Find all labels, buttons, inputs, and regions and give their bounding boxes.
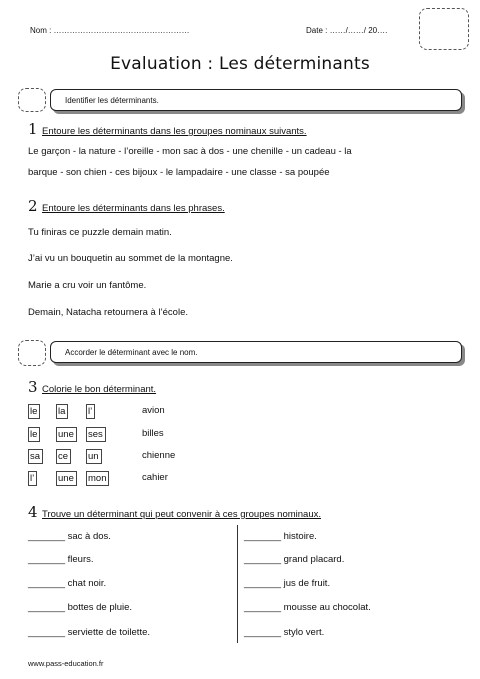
determiner-choice[interactable]: une xyxy=(56,427,77,442)
grade-box xyxy=(419,8,469,50)
objective-1-box xyxy=(50,89,462,111)
fill-in-blank[interactable]: _______ mousse au chocolat. xyxy=(244,602,371,613)
determiner-choice[interactable]: ses xyxy=(86,427,106,442)
fill-in-blank[interactable]: _______ jus de fruit. xyxy=(244,578,331,589)
noun-label: cahier xyxy=(142,472,168,483)
page-title: Evaluation : Les déterminants xyxy=(110,54,370,74)
exercise-1-instruction: Entoure les déterminants dans les groupes nominaux suivants. xyxy=(42,126,307,137)
fill-in-blank[interactable]: _______ chat noir. xyxy=(28,578,107,589)
exercise-2-number: 2 xyxy=(28,197,38,215)
noun-label: avion xyxy=(142,405,165,416)
fill-in-blank[interactable]: _______ histoire. xyxy=(244,531,317,542)
exercise-2-sentence-3: Marie a cru voir un fantôme. xyxy=(28,280,147,291)
fill-in-blank[interactable]: _______ sac à dos. xyxy=(28,531,111,542)
noun-label: billes xyxy=(142,428,164,439)
column-divider xyxy=(237,525,238,643)
objective-2-text: Accorder le déterminant avec le nom. xyxy=(65,348,198,357)
exercise-2-sentence-1: Tu finiras ce puzzle demain matin. xyxy=(28,227,172,238)
date-field: Date : ……/……/ 20…. xyxy=(306,26,388,35)
objective-2-check-box xyxy=(18,340,46,366)
objective-1-check-box xyxy=(18,88,46,112)
exercise-2-instruction: Entoure les déterminants dans les phrases. xyxy=(42,203,225,214)
exercise-1-line-1: Le garçon - la nature - l’oreille - mon sac à dos - une chenille - un cadeau - la xyxy=(28,146,352,157)
exercise-1-header xyxy=(28,120,307,139)
determiner-choice[interactable]: mon xyxy=(86,471,109,486)
objective-2-box xyxy=(50,341,462,363)
determiner-choice[interactable]: une xyxy=(56,471,77,486)
determiner-choice[interactable]: ce xyxy=(56,449,71,464)
noun-label: chienne xyxy=(142,450,176,461)
fill-in-blank[interactable]: _______ stylo vert. xyxy=(244,627,325,638)
determiner-choice[interactable]: l’ xyxy=(28,471,37,486)
exercise-2-sentence-4: Demain, Natacha retournera à l’école. xyxy=(28,307,189,318)
exercise-4-number: 4 xyxy=(28,503,38,521)
fill-in-blank[interactable]: _______ grand placard. xyxy=(244,554,345,565)
name-field: Nom : …………………………………………… xyxy=(30,26,190,35)
exercise-4-instruction: Trouve un déterminant qui peut convenir à ces groupes nominaux. xyxy=(42,509,322,520)
exercise-3-instruction: Colorie le bon déterminant. xyxy=(42,384,157,395)
objective-1-text: Identifier les déterminants. xyxy=(65,96,159,105)
exercise-3-header xyxy=(28,378,156,397)
exercise-1-line-2: barque - son chien - ces bijoux - le lampadaire - une classe - sa poupée xyxy=(28,167,330,178)
exercise-1-number: 1 xyxy=(28,120,38,138)
determiner-choice[interactable]: le xyxy=(28,427,40,442)
exercise-3-number: 3 xyxy=(28,378,38,396)
footer-url: www.pass-education.fr xyxy=(28,659,104,668)
fill-in-blank[interactable]: _______ bottes de pluie. xyxy=(28,602,133,613)
fill-in-blank[interactable]: _______ fleurs. xyxy=(28,554,94,565)
exercise-4-header xyxy=(28,503,321,522)
exercise-2-sentence-2: J’ai vu un bouquetin au sommet de la montagne. xyxy=(28,253,233,264)
determiner-choice[interactable]: sa xyxy=(28,449,43,464)
determiner-choice[interactable]: un xyxy=(86,449,102,464)
determiner-choice[interactable]: la xyxy=(56,404,68,419)
fill-in-blank[interactable]: _______ serviette de toilette. xyxy=(28,627,151,638)
determiner-choice[interactable]: le xyxy=(28,404,40,419)
exercise-2-header xyxy=(28,197,225,216)
determiner-choice[interactable]: l’ xyxy=(86,404,95,419)
